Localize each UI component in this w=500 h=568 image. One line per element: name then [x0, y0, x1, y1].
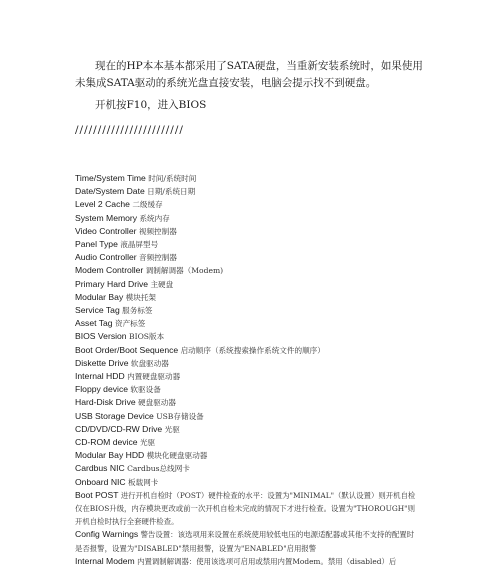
bios-item	[75, 436, 420, 449]
bios-item-name: System Memory	[75, 212, 138, 223]
bios-item-name: Hard-Disk Drive	[75, 397, 136, 408]
bios-item-description: 内置硬盘驱动器	[127, 372, 181, 382]
bios-item-name: Service Tag	[75, 305, 120, 316]
bios-item-name: Floppy device	[75, 384, 129, 395]
intro-step: 开机按F10，进入BIOS	[95, 99, 207, 111]
intro-paragraph: 现在的HP本本基本都采用了SATA硬盘，当重新安装系统时，如果使用未集成SATA驱动的系统光盘直接安装，电脑会提示找不到硬盘。	[75, 60, 423, 89]
bios-item-description: 液晶屏型号	[120, 240, 159, 250]
bios-item-description: 启动顺序（系统搜索操作系统文件的顺序）	[180, 345, 325, 355]
bios-item-list	[75, 172, 420, 568]
bios-item	[75, 317, 420, 330]
bios-item	[75, 251, 420, 264]
bios-item-description: 日期/系统日期	[147, 187, 196, 197]
bios-item-name: Date/System Date	[75, 186, 145, 197]
bios-item	[75, 238, 420, 251]
bios-item-name: Time/System Time	[75, 173, 146, 183]
bios-item-description: 音频控制器	[139, 253, 177, 263]
bios-item	[75, 330, 420, 343]
bios-item-name: CD/DVD/CD-RW Drive	[75, 423, 163, 434]
bios-item-description: 光驱	[139, 438, 156, 448]
bios-item	[75, 370, 420, 383]
bios-item-name: Boot Order/Boot Sequence	[75, 344, 179, 355]
bios-item	[75, 264, 420, 277]
bios-item-description: 软盘驱动器	[130, 358, 169, 368]
bios-item-name: BIOS Version	[75, 331, 127, 342]
bios-item	[75, 185, 420, 198]
bios-item-description: BIOS版本	[128, 332, 165, 342]
bios-item	[75, 212, 420, 225]
bios-item-description: 板载网卡	[128, 477, 159, 487]
bios-item	[75, 396, 420, 409]
bios-item-description: 主硬盘	[150, 279, 174, 289]
bios-item-description: 内置调制解调器：使用该选项可启用或禁用内置Modem。禁用（disabled）后	[137, 556, 397, 566]
bios-item-name: Panel Type	[75, 239, 118, 250]
bios-item	[75, 278, 420, 291]
bios-item	[75, 423, 420, 436]
bios-item-name: Internal Modem	[75, 555, 135, 566]
bios-item-name: Config Warnings	[75, 529, 139, 540]
bios-item-name: Primary Hard Drive	[75, 278, 149, 289]
bios-item-description: 服务标签	[122, 306, 153, 316]
bios-item-description: 硬盘驱动器	[138, 398, 176, 408]
bios-item-name: Cardbus NIC	[75, 463, 125, 474]
bios-item-name: Onboard NIC	[75, 476, 126, 487]
bios-item-description: 调制解调器（Modem)	[145, 266, 224, 276]
bios-item-name: CD-ROM device	[75, 437, 138, 448]
bios-item-description: 警告设置：该选项用来设置在系统使用较低电压的电源适配器或其他不支持的配置时是否报警，设置为"DISABLED"禁用报警，设置为"ENABLED"启用报警	[75, 530, 415, 553]
bios-item-description: 进行开机自检时（POST）硬件检查的水平：设置为"MINIMAL"（默认设置）则开机自检仅在BIOS升级，内存模块更改或前一次开机自检未完成的情况下才进行检查。设置为"THOROUGH"则开机自检时执行全套硬件检查。	[75, 490, 416, 527]
bios-item-description: 二级缓存	[132, 200, 163, 210]
bios-item-description: 时间/系统时间	[148, 174, 197, 183]
bios-item-name: Boot POST	[75, 489, 119, 500]
bios-item-description: Cardbus总线网卡	[127, 464, 190, 474]
bios-item-description: 系统内存	[139, 213, 170, 223]
bios-item-description: 资产标签	[114, 319, 146, 329]
bios-item-name: Level 2 Cache	[75, 199, 130, 210]
bios-item	[75, 489, 420, 529]
bios-item	[75, 410, 420, 423]
bios-item-description: 光驱	[164, 424, 180, 434]
bios-item-name: Modular Bay	[75, 291, 124, 302]
separator-line: ////////////////////////	[75, 124, 184, 136]
bios-item	[75, 449, 420, 462]
bios-item	[75, 225, 420, 238]
bios-item-description: 软驱设备	[130, 385, 161, 395]
bios-item	[75, 198, 420, 211]
bios-item	[75, 528, 420, 554]
bios-item-name: Asset Tag	[75, 318, 113, 329]
bios-item	[75, 555, 420, 568]
bios-item	[75, 172, 420, 185]
bios-item-name: Video Controller	[75, 225, 137, 236]
bios-item	[75, 344, 420, 357]
bios-item	[75, 291, 420, 304]
bios-item-description: 模块托架	[125, 292, 157, 302]
bios-item	[75, 357, 420, 370]
bios-item	[75, 304, 420, 317]
bios-item	[75, 476, 420, 489]
bios-item-name: USB Storage Device	[75, 410, 154, 421]
bios-item-name: Modular Bay HDD	[75, 450, 145, 461]
bios-item	[75, 462, 420, 475]
bios-item-description: 模块化硬盘驱动器	[146, 451, 208, 461]
bios-item-name: Modem Controller	[75, 265, 144, 276]
bios-item-name: Diskette Drive	[75, 357, 129, 368]
bios-item-description: USB存储设备	[156, 411, 204, 421]
bios-item-description: 视频控制器	[138, 226, 177, 236]
bios-item-name: Internal HDD	[75, 371, 125, 382]
bios-item	[75, 383, 420, 396]
bios-item-name: Audio Controller	[75, 252, 137, 263]
